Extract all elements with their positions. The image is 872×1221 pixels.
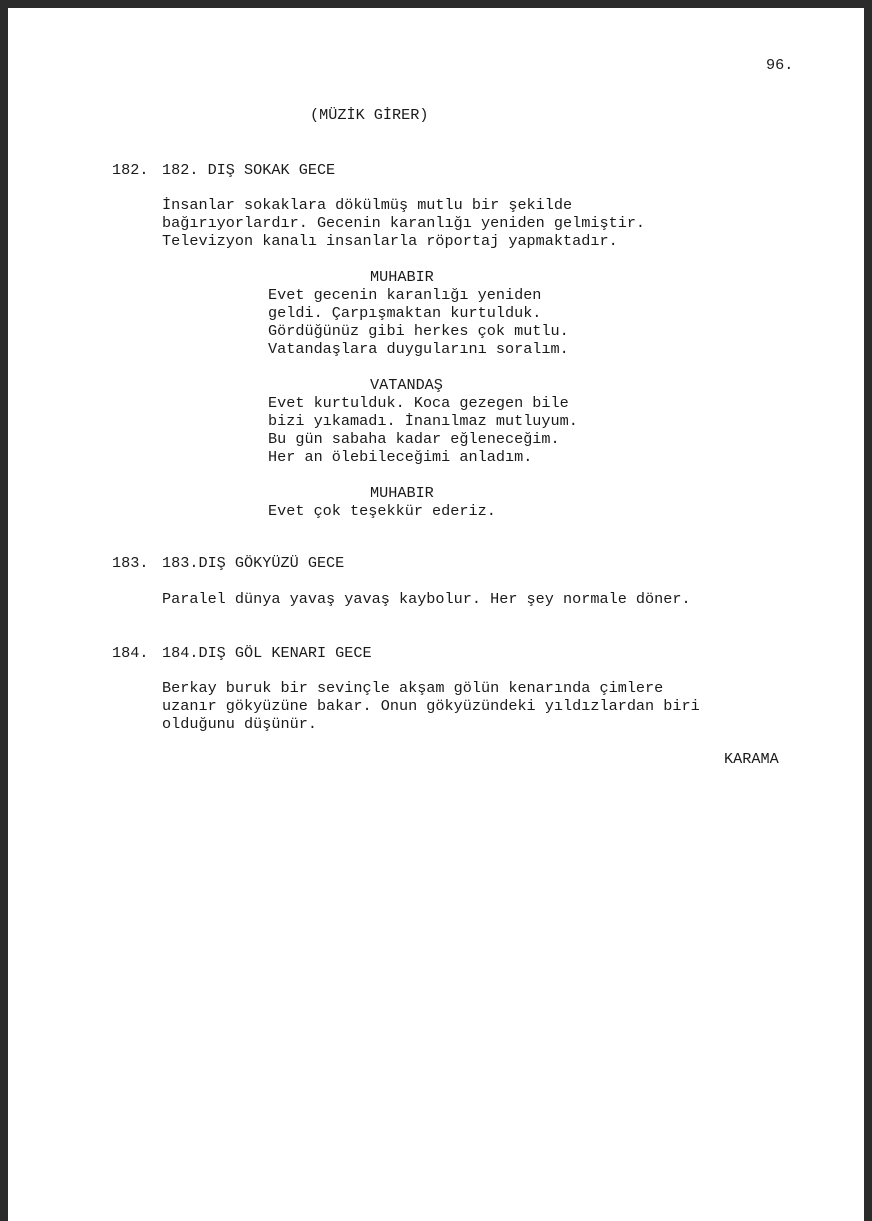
dialogue-line: geldi. Çarpışmaktan kurtulduk. xyxy=(268,304,542,322)
character-name: MUHABIR xyxy=(370,484,434,502)
action-line: olduğunu düşünür. xyxy=(162,715,317,733)
scene-number-182: 182. xyxy=(112,161,149,179)
character-name: VATANDAŞ xyxy=(370,376,443,394)
music-cue: (MÜZİK GİRER) xyxy=(310,106,429,124)
dialogue-line: Vatandaşlara duygularını soralım. xyxy=(268,340,569,358)
action-line: Berkay buruk bir sevinçle akşam gölün kenarında çimlere xyxy=(162,679,664,697)
script-page xyxy=(8,8,864,1221)
action-line: bağırıyorlardır. Gecenin karanlığı yeniden gelmiştir. xyxy=(162,214,646,232)
scene-number-184: 184. xyxy=(112,644,149,662)
scene-heading-182: 182. DIŞ SOKAK GECE xyxy=(162,161,336,179)
action-line: uzanır gökyüzüne bakar. Onun gökyüzündeki yıldızlardan biri xyxy=(162,697,700,715)
dialogue-line: bizi yıkamadı. İnanılmaz mutluyum. xyxy=(268,412,578,430)
dialogue-line: Evet gecenin karanlığı yeniden xyxy=(268,286,542,304)
dialogue-line: Bu gün sabaha kadar eğleneceğim. xyxy=(268,430,560,448)
dialogue-line: Her an ölebileceğimi anladım. xyxy=(268,448,533,466)
scene-number-183: 183. xyxy=(112,554,149,572)
scene-heading-184: 184.DIŞ GÖL KENARI GECE xyxy=(162,644,372,662)
action-line: Televizyon kanalı insanlarla röportaj yapmaktadır. xyxy=(162,232,618,250)
dialogue-line: Evet çok teşekkür ederiz. xyxy=(268,502,496,520)
page-number: 96. xyxy=(766,56,794,74)
character-name: MUHABIR xyxy=(370,268,434,286)
scene-heading-183: 183.DIŞ GÖKYÜZÜ GECE xyxy=(162,554,345,572)
dialogue-line: Evet kurtulduk. Koca gezegen bile xyxy=(268,394,569,412)
dialogue-line: Gördüğünüz gibi herkes çok mutlu. xyxy=(268,322,569,340)
action-line: Paralel dünya yavaş yavaş kaybolur. Her şey normale döner. xyxy=(162,590,691,608)
transition-cue: KARAMA xyxy=(724,750,779,768)
action-line: İnsanlar sokaklara dökülmüş mutlu bir şekilde xyxy=(162,196,573,214)
